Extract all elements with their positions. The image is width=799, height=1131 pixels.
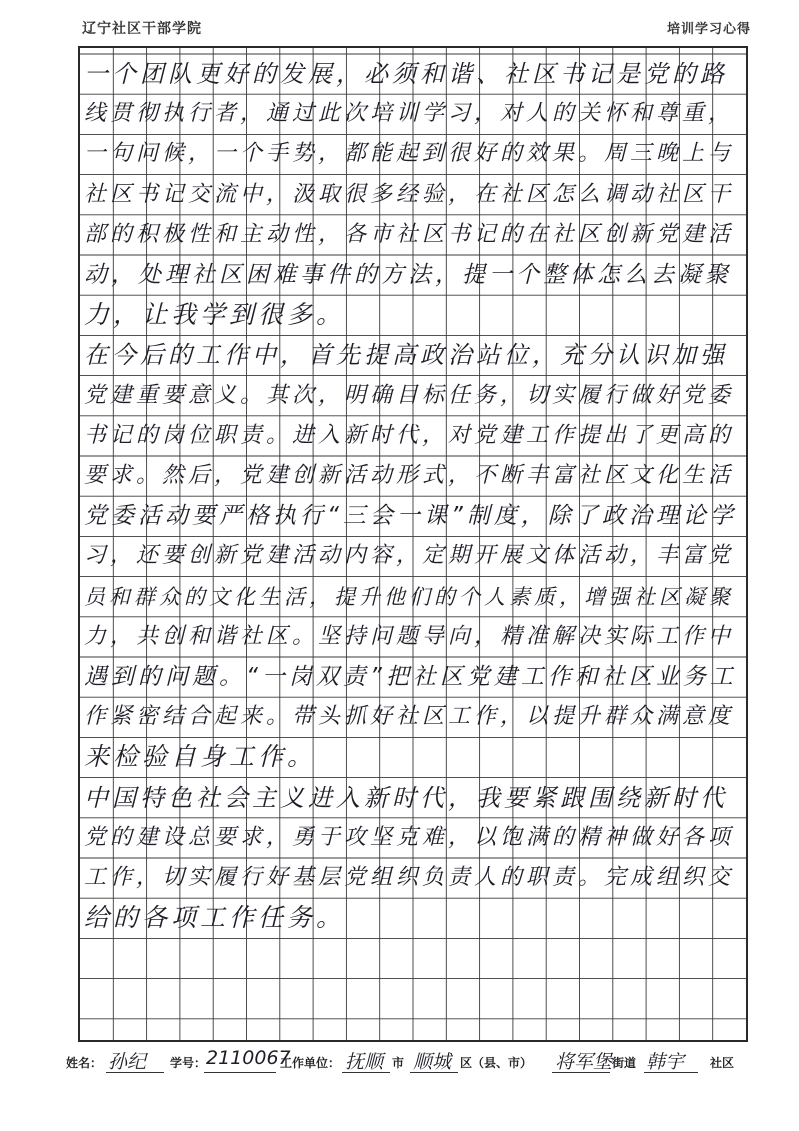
student-id-underline bbox=[204, 1072, 276, 1073]
page-header bbox=[0, 0, 799, 45]
handwritten-line: 一句问候，一个手势，都能起到很好的效果。周三晚上与 bbox=[84, 141, 735, 167]
student-info-footer bbox=[0, 1046, 799, 1076]
student-id-label: 学号： bbox=[170, 1056, 207, 1070]
community-underline bbox=[644, 1072, 698, 1073]
name-label: 姓名： bbox=[66, 1056, 103, 1070]
district-underline bbox=[410, 1072, 458, 1073]
district-value: 顺城 bbox=[413, 1051, 452, 1073]
street-underline bbox=[552, 1072, 610, 1073]
street-suffix: 街道 bbox=[612, 1056, 637, 1070]
community-value: 韩宇 bbox=[646, 1051, 685, 1073]
handwritten-line: 一个团队更好的发展，必须和谐、社区书记是党的路 bbox=[84, 60, 728, 88]
name-value: 孙纪 bbox=[108, 1051, 147, 1073]
handwritten-line: 部的积极性和主动性，各市社区书记的在社区创新党建活 bbox=[84, 221, 735, 247]
handwritten-line: 线贯彻执行者，通过此次培训学习，对人的关怀和尊重， bbox=[84, 101, 735, 127]
handwritten-line: 习，还要创新党建活动内容，定期开展文体活动，丰富党 bbox=[84, 543, 735, 569]
city-underline bbox=[342, 1072, 390, 1073]
handwritten-line: 党的建设总要求，勇于攻坚克难，以饱满的精神做好各项 bbox=[84, 824, 735, 850]
handwritten-line: 来检验自身工作。 bbox=[84, 742, 317, 772]
handwritten-line: 作紧密结合起来。带头抓好社区工作，以提升群众满意度 bbox=[84, 704, 735, 730]
handwritten-line: 要求。然后，党建创新活动形式，不断丰富社区文化生活 bbox=[84, 463, 735, 488]
handwritten-line: 给的各项工作任务。 bbox=[84, 903, 346, 933]
district-suffix: 区（县、市） bbox=[460, 1056, 533, 1070]
handwritten-line: 工作，切实履行好基层党组织负责人的职责。完成组织交 bbox=[84, 865, 735, 890]
handwritten-line: 在今后的工作中，首先提高政治站位，充分认识加强 bbox=[84, 341, 728, 370]
handwritten-line: 动，处理社区困难事件的方法，提一个整体怎么去凝聚 bbox=[84, 262, 732, 288]
institution-name: 辽宁社区干部学院 bbox=[82, 21, 202, 37]
handwritten-line: 党建重要意义。其次，明确目标任务，切实履行做好党委 bbox=[84, 382, 735, 408]
community-suffix: 社区 bbox=[710, 1056, 735, 1070]
handwritten-line: 党委活动要严格执行“三会一课”制度，除了政治理论学 bbox=[84, 503, 737, 530]
name-underline bbox=[106, 1072, 164, 1073]
handwritten-line: 力，共创和谐社区。坚持问题导向，精准解决实际工作中 bbox=[84, 623, 735, 649]
handwritten-line: 员和群众的文化生活，提升他们的个人素质，增强社区凝聚 bbox=[84, 584, 734, 609]
grid-writing-sheet bbox=[78, 46, 748, 1042]
handwritten-line: 中国特色社会主义进入新时代，我要紧跟围绕新时代 bbox=[84, 783, 728, 812]
handwritten-text-area bbox=[80, 48, 746, 1040]
student-id-value: 2110067 bbox=[206, 1047, 291, 1069]
handwritten-line: 遇到的问题。“一岗双责”把社区党建工作和社区业务工 bbox=[84, 664, 737, 690]
city-suffix: 市 bbox=[392, 1056, 405, 1070]
work-unit-label: 工作单位： bbox=[280, 1056, 341, 1070]
street-value: 将军堡 bbox=[555, 1051, 613, 1073]
city-value: 抚顺 bbox=[345, 1051, 384, 1073]
handwritten-line: 力，让我学到很多。 bbox=[84, 300, 346, 330]
document-title: 培训学习心得 bbox=[666, 22, 751, 37]
handwritten-line: 社区书记交流中，汲取很多经验，在社区怎么调动社区干 bbox=[84, 181, 735, 207]
handwritten-line: 书记的岗位职责。进入新时代，对党建工作提出了更高的 bbox=[84, 422, 735, 448]
